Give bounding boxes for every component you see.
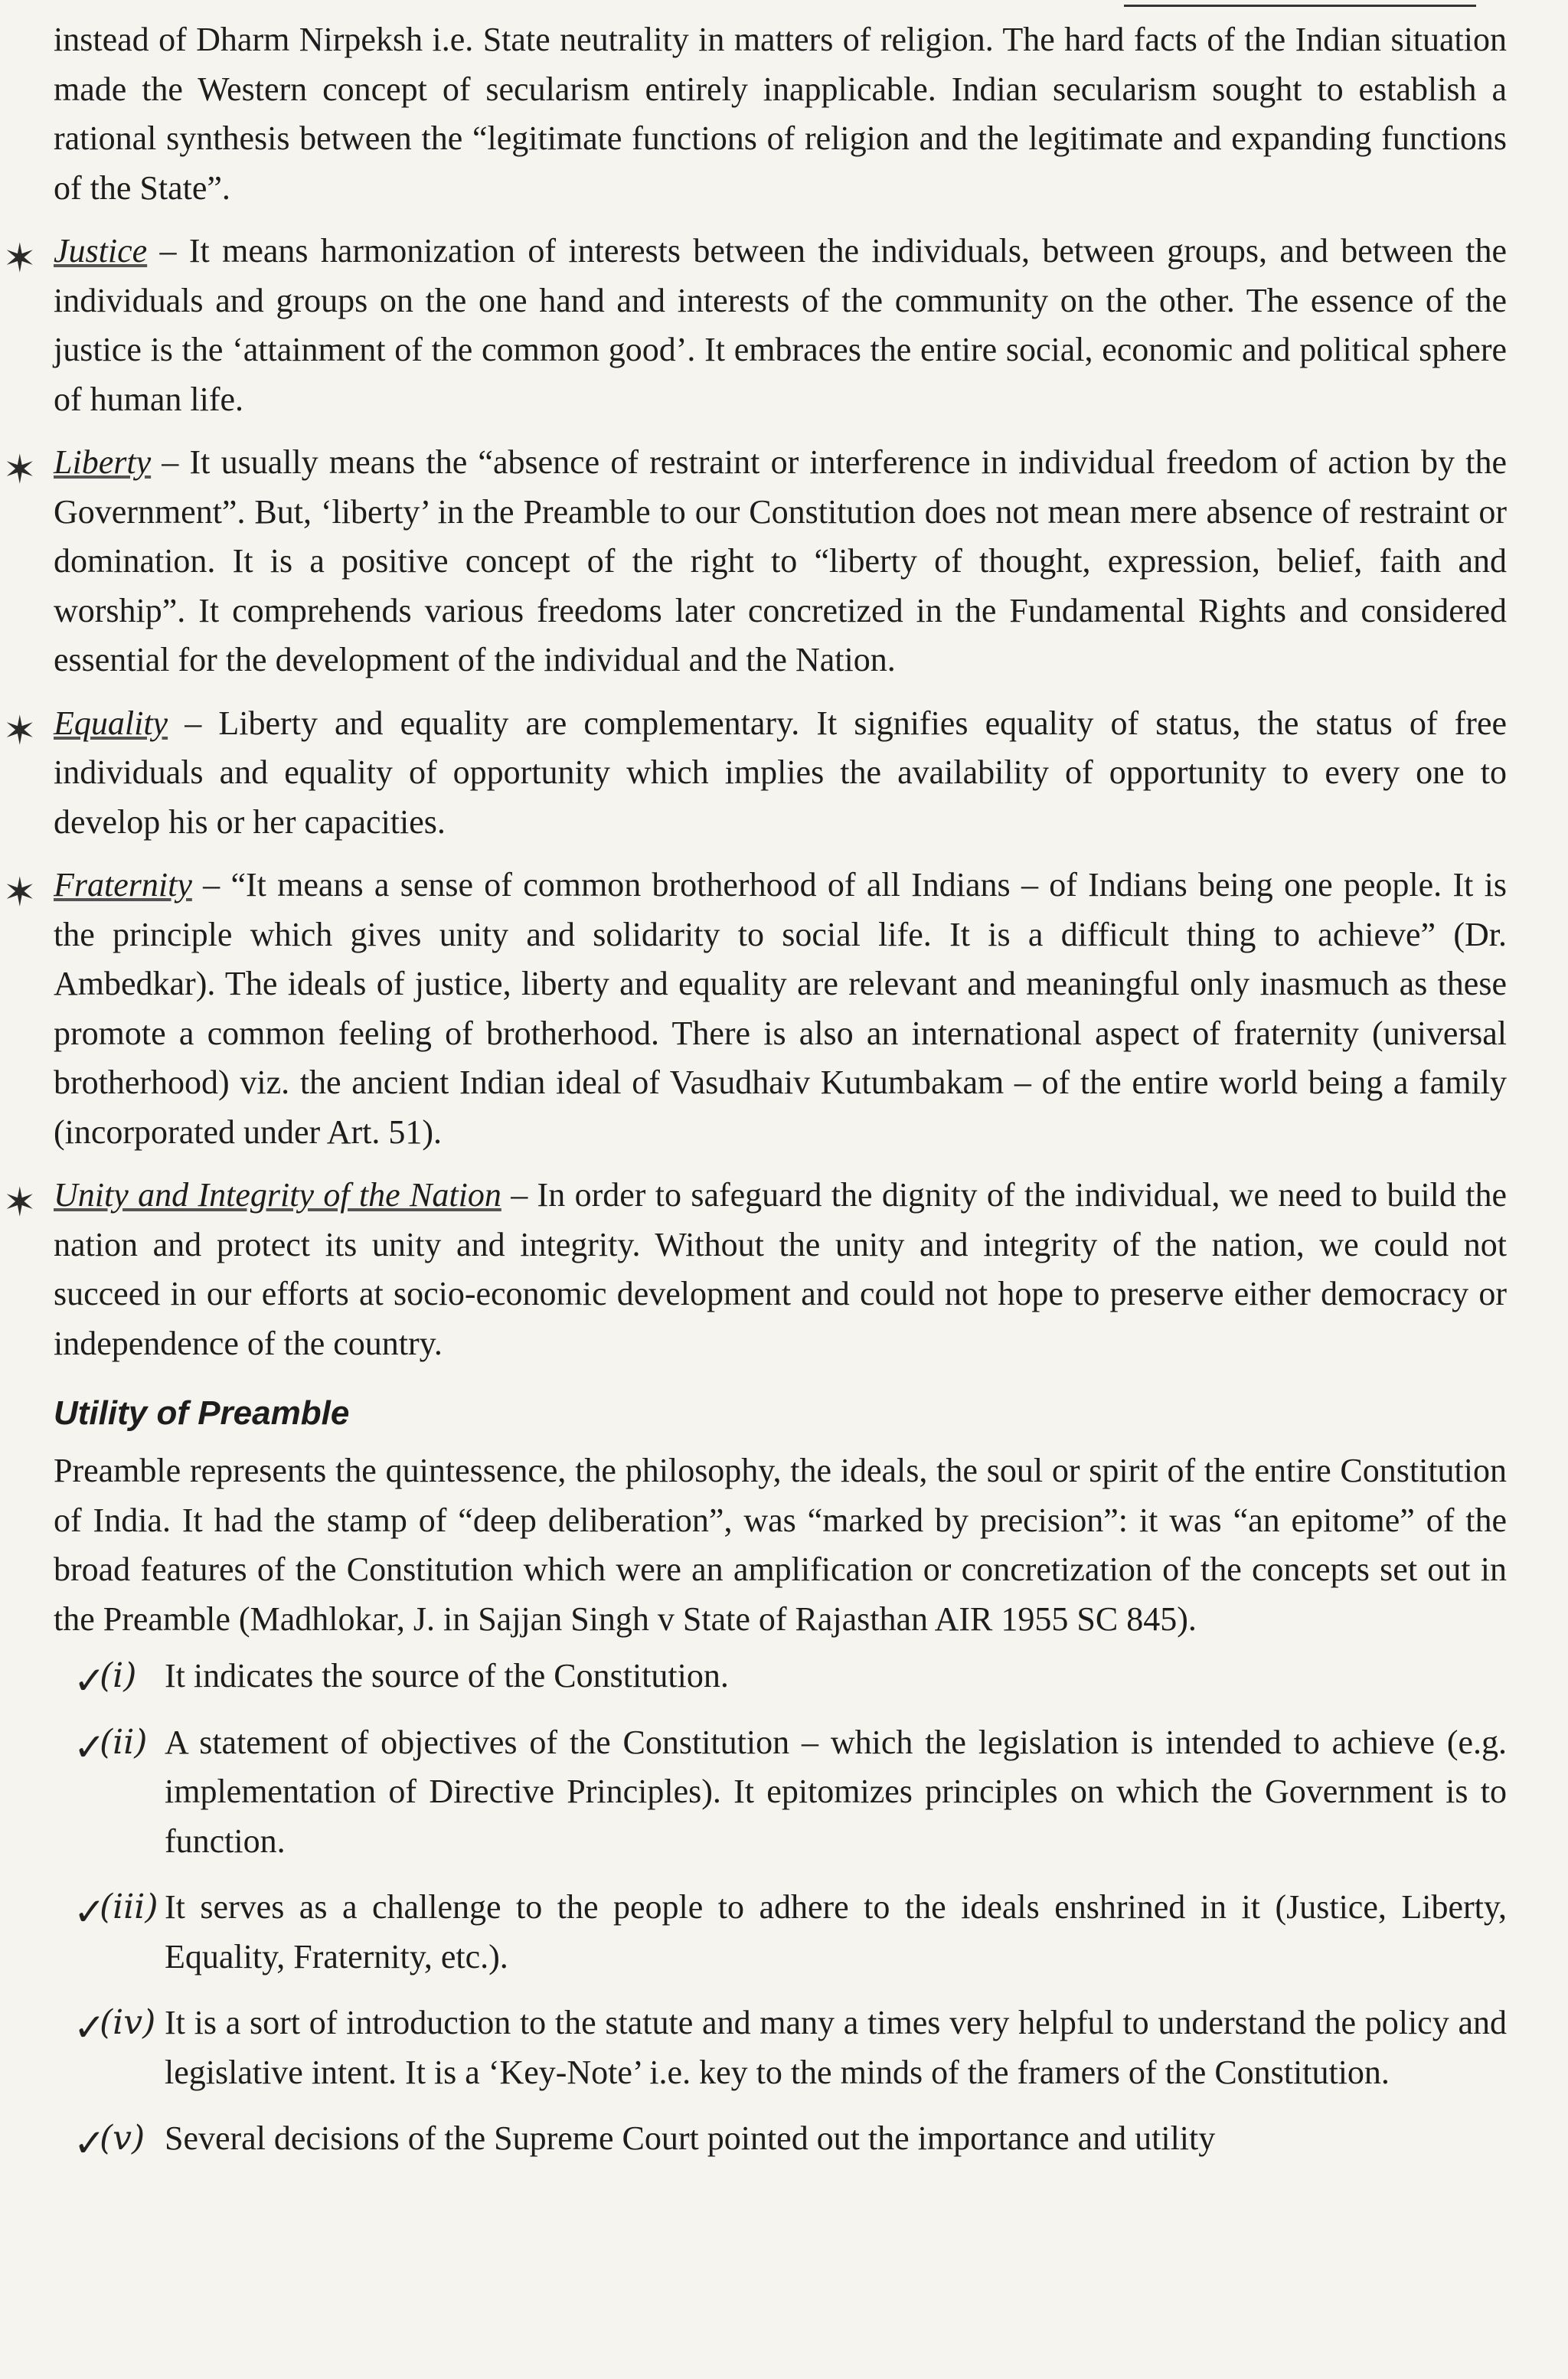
paragraph-intro: instead of Dharm Nirpeksh i.e. State neutrality in matters of religion. The hard facts of the Indian situation made the Western concept of secularism entirely inapplicable. Indian secularism sought to establish a rational synthesis between the “legitimate functions of religion and the legitimate and expanding functions of the State”. [54, 21, 1507, 207]
paragraph-equality [3, 699, 1507, 848]
list-number: (i) [100, 1656, 137, 1695]
liberty-text: – It usually means the “absence of restraint or interference in individual freedom of action by the Government”. But, ‘liberty’ in the Preamble to our Constitution does not mean mere absence of restraint or domination. It is a positive concept of the right to “liberty of thought, expression, belief, faith and worship”. It comprehends various freedoms later concretized in the Fundamental Rights and considered essential for the development of the individual and the Nation. [54, 443, 1507, 678]
check-mark-icon: ✓ [74, 1658, 106, 1703]
paragraph-utility-intro: Preamble represents the quintessence, the philosophy, the ideals, the soul or spirit of the entire Constitution of India. It had the stamp of “deep deliberation”, was “marked by precision”: it was “an epitome” of the broad features of the Constitution which were an amplification or concretization of the concepts set out in the Preamble (Madhlokar, J. in Sajjan Singh v State of Rajasthan AIR 1955 SC 845). [54, 1452, 1507, 1638]
list-number: (iii) [100, 1887, 158, 1926]
section-heading: Utility of Preamble [54, 1394, 350, 1432]
check-mark-icon: ✓ [74, 2005, 106, 2050]
list-number: (v) [100, 2119, 145, 2158]
list-text: Several decisions of the Supreme Court pointed out the importance and utility [165, 2119, 1216, 2157]
term-liberty: Liberty [54, 443, 152, 481]
list-item [54, 1883, 1507, 1982]
star-mark-icon: ✶ [3, 707, 37, 754]
term-fraternity: Fraternity [54, 866, 192, 904]
equality-text: – Liberty and equality are complementary. It signifies equality of status, the status of free individuals and equality of opportunity which implies the availability of opportunity to every one to develop his or her capacities. [54, 704, 1507, 841]
list-item [54, 1998, 1507, 2097]
list-item [54, 2114, 1507, 2164]
list-text: A statement of objectives of the Constitution – which the legislation is intended to achieve (e.g. implementation of Directive Principles). It epitomizes principles on which the Government is to function. [165, 1723, 1507, 1860]
top-rule [1124, 0, 1476, 7]
check-mark-icon: ✓ [74, 2121, 106, 2165]
list-item [54, 1718, 1507, 1867]
check-mark-icon: ✓ [74, 1724, 106, 1770]
fraternity-text: – “It means a sense of common brotherhood of all Indians – of Indians being one people. It is the principle which gives unity and solidarity to social life. It is a difficult thing to achieve” (Dr. Ambedkar). The ideals of justice, liberty and equality are relevant and meaningful only inasmuch as these promote a common feeling of brotherhood. There is also an international aspect of fraternity (universal brotherhood) viz. the ancient Indian ideal of Vasudhaiv Kutumbakam – of the entire world being a family (incorporated under Art. 51). [54, 866, 1507, 1151]
star-mark-icon: ✶ [3, 447, 37, 493]
list-text: It is a sort of introduction to the statute and many a times very helpful to understand the policy and legislative intent. It is a ‘Key-Note’ i.e. key to the minds of the framers of the Constitution. [165, 2004, 1507, 2091]
list-item [54, 1652, 1507, 1701]
star-mark-icon: ✶ [3, 870, 37, 916]
list-text: It indicates the source of the Constitution. [165, 1657, 729, 1694]
star-mark-icon: ✶ [3, 236, 37, 282]
term-unity-integrity: Unity and Integrity of the Nation [54, 1176, 501, 1214]
star-mark-icon: ✶ [3, 1180, 37, 1226]
check-mark-icon: ✓ [74, 1890, 106, 1934]
utility-list [54, 1652, 1507, 2164]
term-justice: Justice [54, 232, 148, 270]
paragraph-fraternity [3, 861, 1507, 1157]
justice-text: – It means harmonization of interests between the individuals, between groups, and between the individuals and groups on the one hand and interests of the community on the other. The essence of the justice is the ‘attainment of the common good’. It embraces the entire social, economic and political sphere of human life. [54, 232, 1507, 418]
unity-text: – In order to safeguard the dignity of the individual, we need to build the nation and protect its unity and integrity. Without the unity and integrity of the nation, we could not succeed in our efforts at socio-economic development and could not hope to preserve either democracy or independence of the country. [54, 1176, 1508, 1362]
list-number: (ii) [100, 1722, 148, 1762]
paragraph-unity [3, 1171, 1508, 1368]
term-equality: Equality [54, 704, 168, 742]
list-text: It serves as a challenge to the people to adhere to the ideals enshrined in it (Justice, Liberty, Equality, Fraternity, etc.). [165, 1888, 1507, 1975]
paragraph-justice [3, 227, 1507, 424]
list-number: (iv) [100, 2003, 156, 2042]
paragraph-liberty [3, 438, 1507, 685]
